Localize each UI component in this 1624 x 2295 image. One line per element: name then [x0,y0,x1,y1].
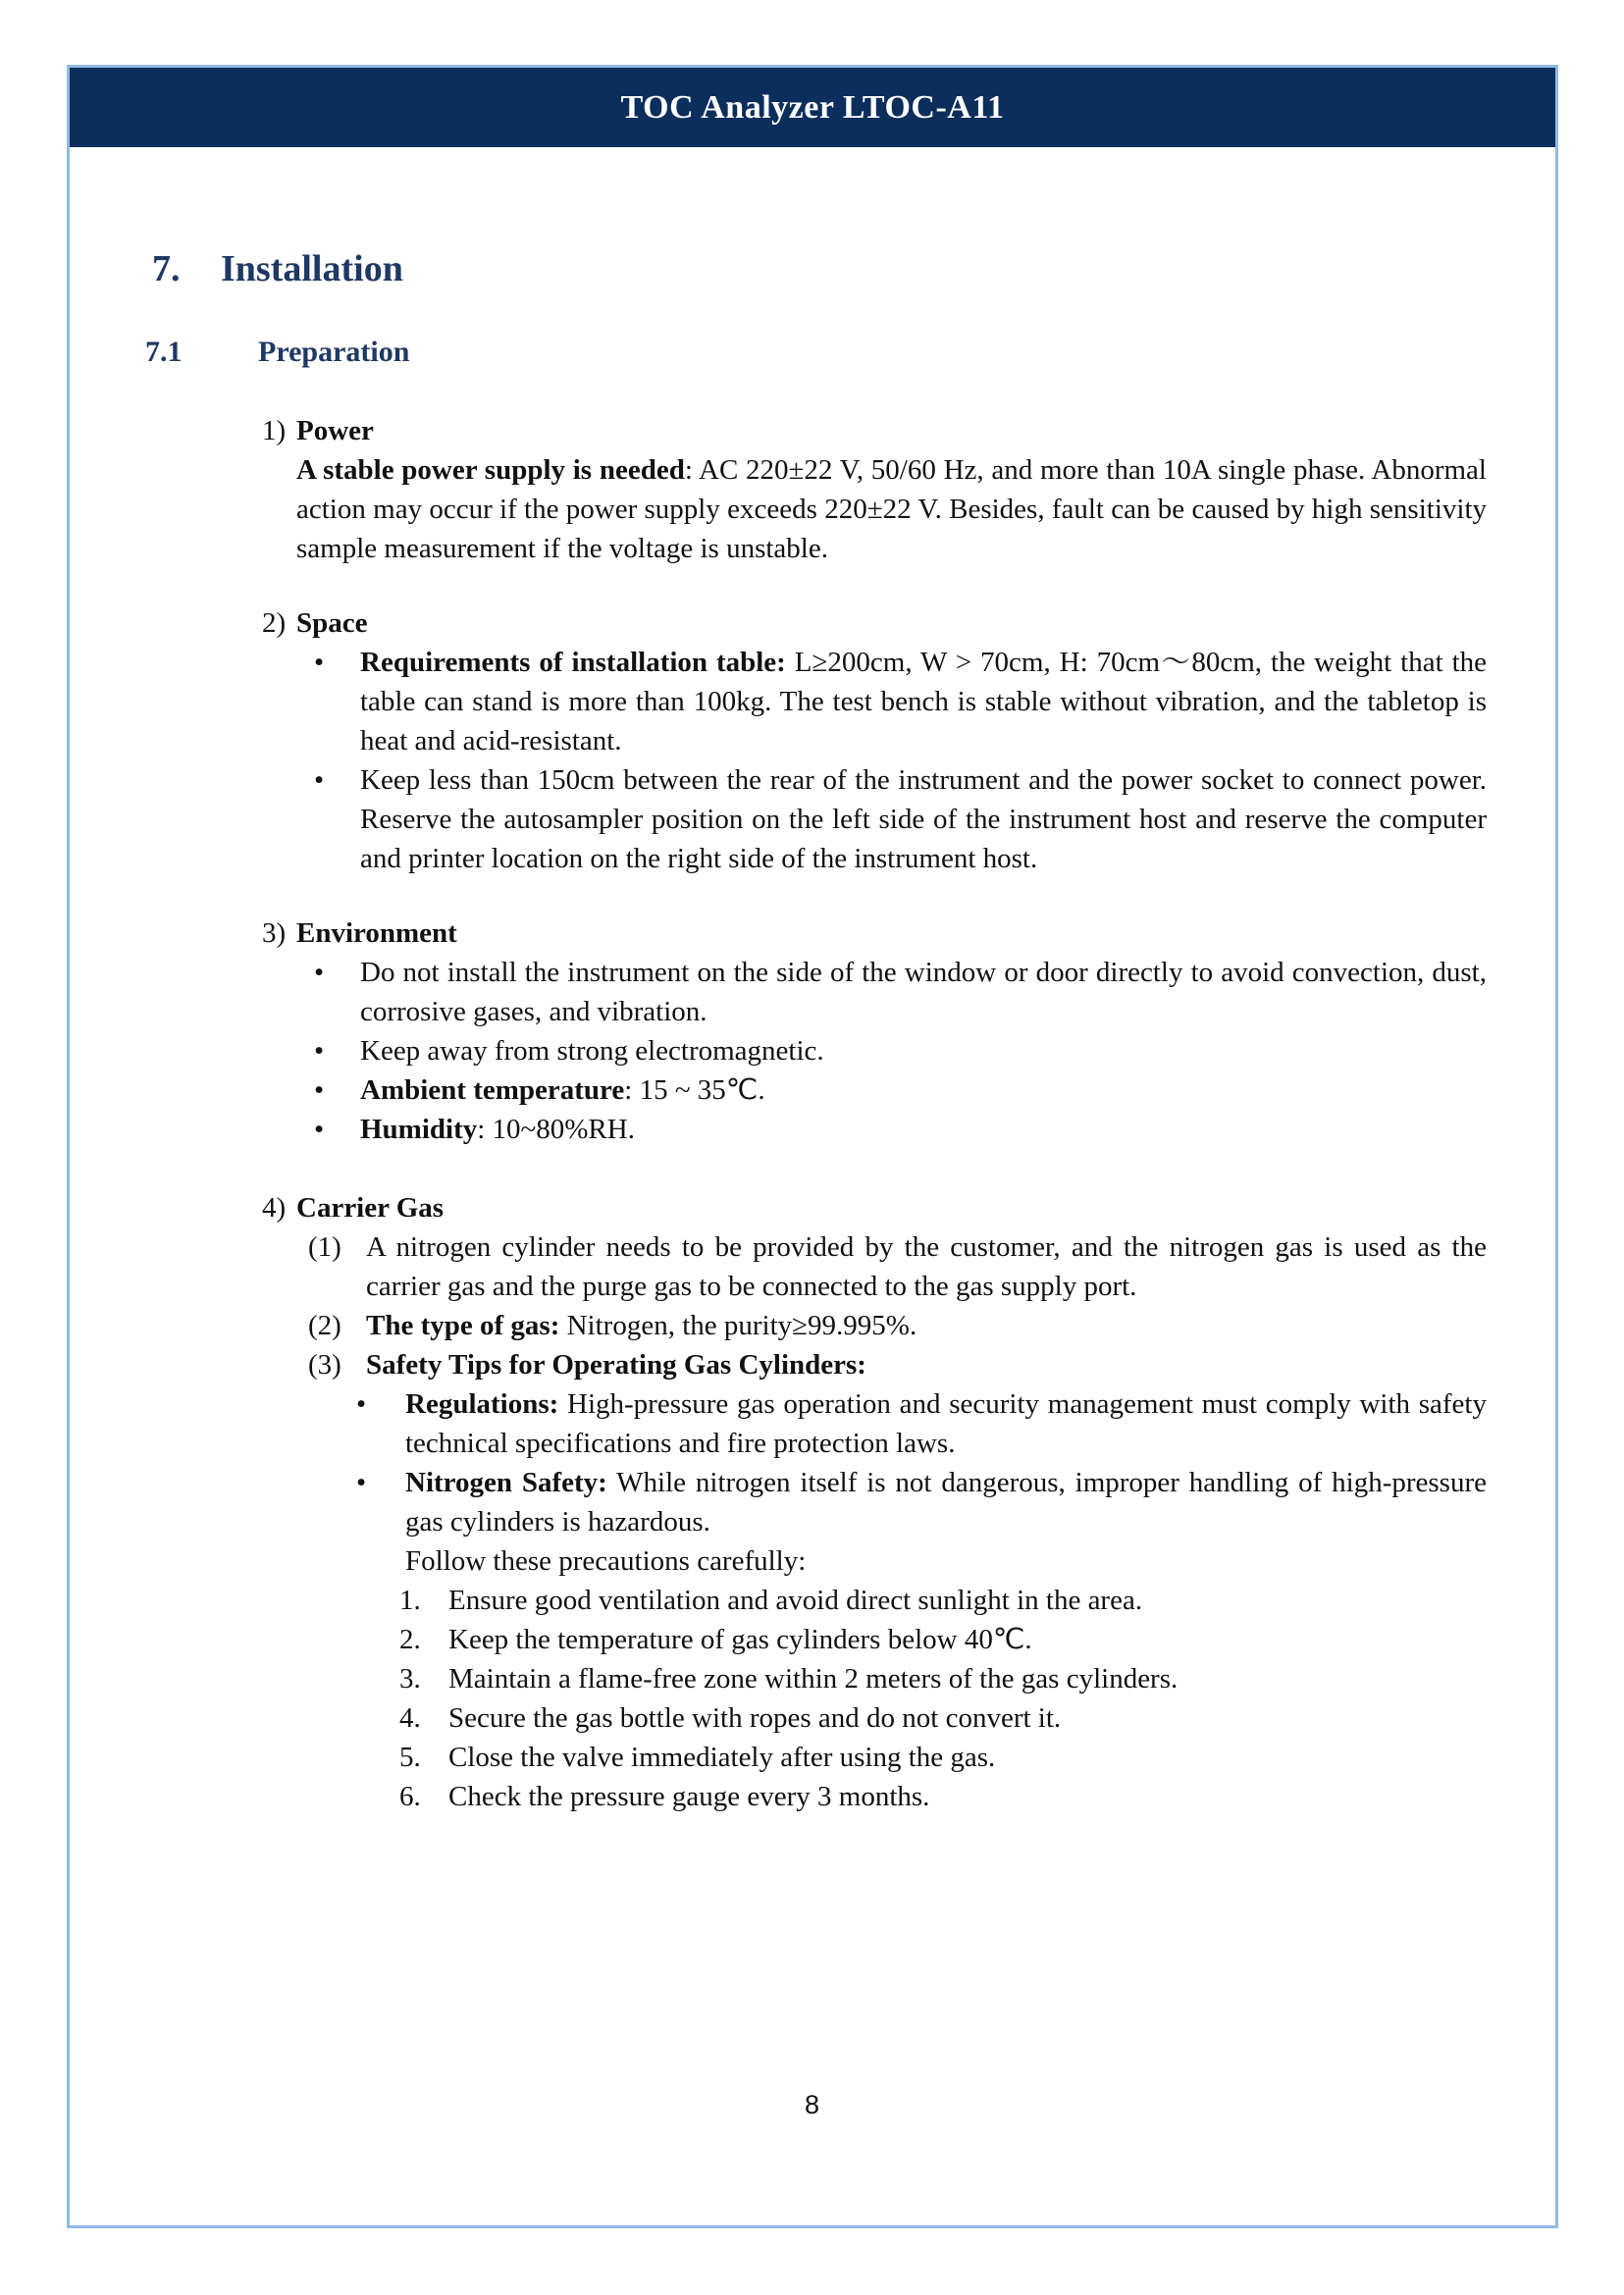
bullet-marker: • [356,1388,367,1420]
item-title: Carrier Gas [296,1192,445,1224]
bullet-text [360,643,1487,760]
precaution-number: 5. [399,1742,421,1773]
safety-tip-text [405,1463,1487,1581]
sub-item-text [366,1227,1487,1306]
sub-item-lead-bold: The type of gas: [366,1310,560,1341]
list-marker: 1) [262,415,287,446]
bullet-text [360,953,1487,1031]
subsection-title: Preparation [258,336,410,368]
paragraph-lead-bold: A stable power supply is needed [296,454,685,486]
page-frame [67,65,1558,2228]
precaution-text: Keep the temperature of gas cylinders below 40℃. [448,1624,1032,1655]
section-carrier-gas [70,1188,1555,1816]
safety-tip [356,1384,1487,1463]
section-space [70,603,1555,878]
list-item-space [262,603,1487,643]
section-environment [70,913,1555,1149]
bullet-body: : 10~80%RH. [477,1114,635,1145]
bullet-lead-bold: Humidity [360,1114,478,1145]
sub-item-marker: (3) [308,1349,341,1381]
header-band [70,68,1555,147]
page-content [70,245,1555,1816]
item-title: Power [296,415,374,446]
sub-item [308,1345,1487,1384]
bullet-text [360,760,1487,878]
precaution-item [399,1738,1487,1777]
power-paragraph [296,450,1487,568]
bullet-marker: • [314,647,325,678]
tip-lead-bold: Nitrogen Safety: [405,1467,607,1498]
page-number: 8 [804,2090,820,2119]
document-title: TOC Analyzer LTOC-A11 [620,88,1005,126]
sub-item-text [366,1345,1487,1384]
sub-item [308,1306,1487,1345]
bullet-item [314,760,1487,878]
precaution-text: Ensure good ventilation and avoid direct sunlight in the area. [448,1585,1143,1616]
precaution-text: Maintain a flame-free zone within 2 meters of the gas cylinders. [448,1663,1179,1695]
subsection-heading [145,333,1487,372]
bullet-marker: • [314,1035,325,1067]
list-item-carrier-gas [262,1188,1487,1227]
bullet-lead-bold: Requirements of installation table: [360,647,786,678]
tip-body: While nitrogen itself is not dangerous, improper handling of high-pressure gas cylinders is hazardous. [405,1467,1487,1538]
list-item-environment [262,913,1487,953]
bullet-marker: • [314,1114,325,1145]
sub-item-marker: (2) [308,1310,341,1341]
bullet-body: Keep less than 150cm between the rear of the instrument and the power socket to connect power. Reserve the autosampler position on the left side of the instrument host and reserve the computer and printer location on the right side of the instrument host. [360,764,1487,874]
precaution-text: Check the pressure gauge every 3 months. [448,1781,930,1812]
list-marker: 3) [262,917,287,949]
bullet-item [314,1070,1487,1110]
bullet-text [360,1110,1487,1149]
bullet-text [360,1070,1487,1110]
precaution-item [399,1698,1487,1738]
paragraph-text: : AC 220±22 V, 50/60 Hz, and more than 10A single phase. Abnormal action may occur if the power supply exceeds 220±22 V. Besides, fault can be caused by high sensitivity sample measurement if the voltage is unstable. [296,454,1487,564]
bullet-item [314,1110,1487,1149]
bullet-body: Keep away from strong electromagnetic. [360,1035,824,1067]
item-title: Space [296,607,368,639]
bullet-marker: • [314,1074,325,1106]
item-title: Environment [296,917,457,949]
bullet-text [360,1031,1487,1070]
precaution-number: 1. [399,1585,421,1616]
section-title: Installation [221,248,403,289]
sub-item [308,1227,1487,1306]
precaution-number: 2. [399,1624,421,1655]
bullet-marker: • [314,957,325,988]
list-marker: 4) [262,1192,287,1224]
list-item-power [262,411,1487,450]
bullet-marker: • [356,1467,367,1498]
list-marker: 2) [262,607,287,639]
sub-item-text [366,1306,1487,1345]
precaution-text: Close the valve immediately after using the gas. [448,1742,996,1773]
precaution-number: 3. [399,1663,421,1695]
precaution-item [399,1620,1487,1659]
bullet-body: L≥200cm, W > 70cm, H: 70cm～80cm, the weight that the table can stand is more than 100kg. The test bench is stable without vibration, and the tabletop is heat and acid-resistant. [360,647,1488,756]
tip-lead-bold: Regulations: [405,1388,559,1420]
bullet-body: : 15 ~ 35℃. [624,1074,765,1106]
bullet-item [314,953,1487,1031]
precaution-item [399,1777,1487,1816]
sub-item-marker: (1) [308,1231,341,1263]
tip-follow-line: Follow these precautions carefully: [405,1545,807,1577]
section-heading [152,245,1487,292]
sub-item-lead-bold: Safety Tips for Operating Gas Cylinders: [366,1349,866,1381]
precaution-item [399,1581,1487,1620]
safety-tip-text [405,1384,1487,1463]
bullet-marker: • [314,764,325,796]
precaution-item [399,1659,1487,1698]
precaution-text: Secure the gas bottle with ropes and do not convert it. [448,1702,1062,1734]
section-number: 7. [152,248,181,289]
bullet-lead-bold: Ambient temperature [360,1074,625,1106]
tip-body: High-pressure gas operation and security management must comply with safety technical specifications and fire protection laws. [405,1388,1487,1459]
precaution-number: 4. [399,1702,421,1734]
bullet-item [314,643,1487,760]
section-power [70,411,1555,568]
safety-tip [356,1463,1487,1581]
sub-item-body: A nitrogen cylinder needs to be provided by the customer, and the nitrogen gas is used as the carrier gas and the purge gas to be connected to the gas supply port. [366,1231,1487,1302]
subsection-number: 7.1 [145,336,183,368]
precaution-number: 6. [399,1781,421,1812]
bullet-item [314,1031,1487,1070]
bullet-body: Do not install the instrument on the side of the window or door directly to avoid convection, dust, corrosive gases, and vibration. [360,957,1487,1027]
sub-item-body: Nitrogen, the purity≥99.995%. [559,1310,917,1341]
